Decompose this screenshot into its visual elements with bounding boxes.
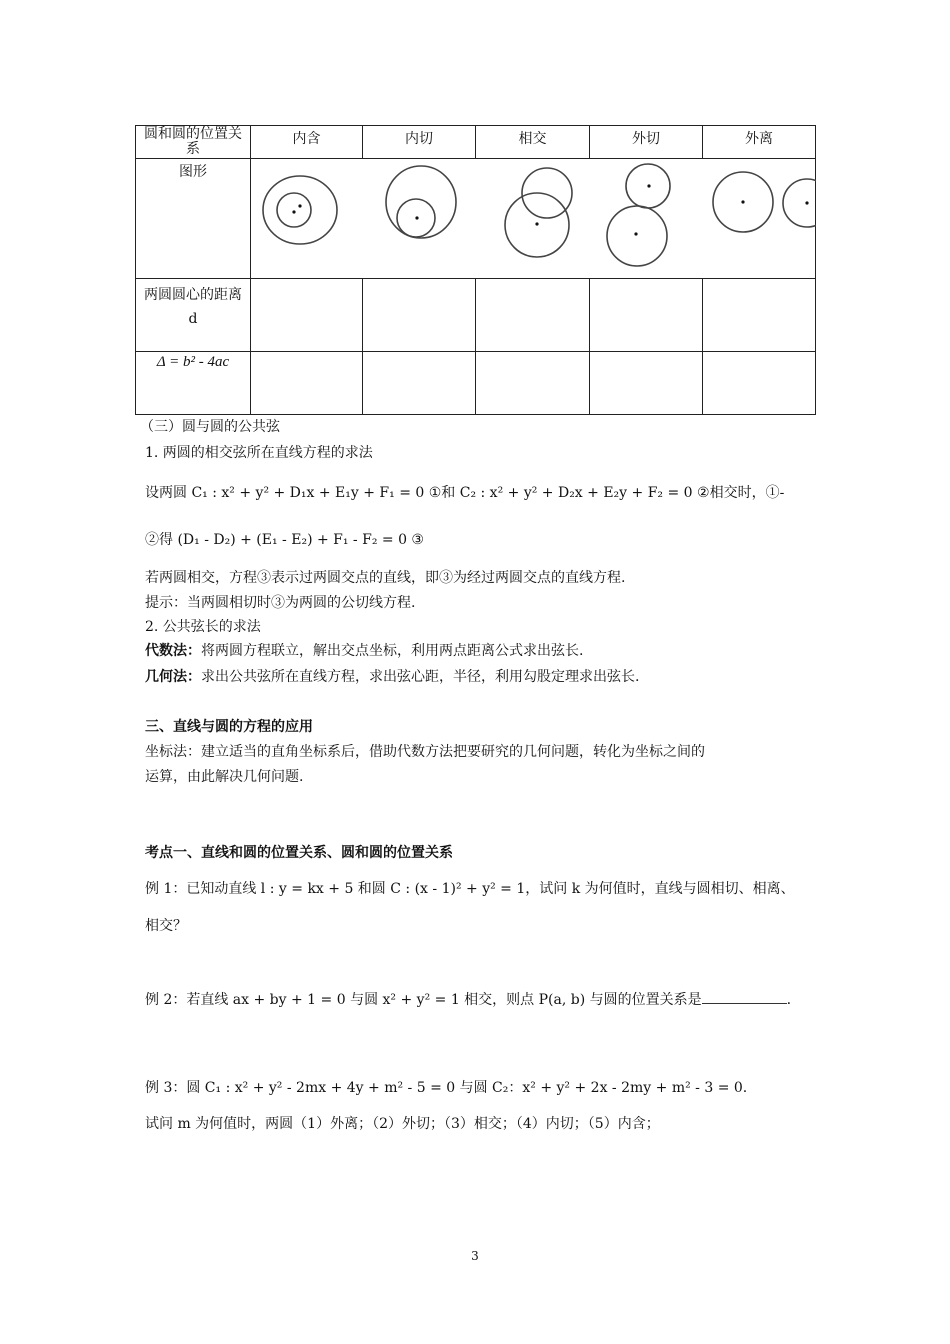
section-heading: （三）圆与圆的公共弦 bbox=[140, 419, 280, 435]
intersect-top-circle bbox=[522, 168, 572, 218]
internal-outer-circle bbox=[386, 166, 456, 238]
paragraph: 若两圆相交，方程③表示过两圆交点的直线，即③为经过两圆交点的直线方程. bbox=[145, 570, 626, 586]
contain-inner-circle bbox=[277, 193, 311, 227]
example-3-line2: 试问 m 为何值时，两圆（1）外离；（2）外切；（3）相交；（4）内切；（5）内含； bbox=[145, 1116, 660, 1132]
algebraic-method: 代数法：将两圆方程联立，解出交点坐标，利用两点距离公式求出弦长. bbox=[145, 643, 584, 659]
header-intersect: 相交 bbox=[476, 126, 590, 159]
header-relation: 圆和圆的位置关系 bbox=[136, 126, 251, 159]
item-1: 1. 两圆的相交弦所在直线方程的求法 bbox=[145, 445, 373, 461]
example-1-line2: 相交？ bbox=[145, 918, 187, 934]
circles-figure bbox=[251, 159, 816, 277]
tip: 提示：当两圆相切时③为两圆的公切线方程. bbox=[145, 595, 416, 611]
equation-line-2: ②得 (D₁ - D₂) + (E₁ - E₂) + F₁ - F₂ = 0 ③ bbox=[145, 532, 424, 548]
row-label-figure: 图形 bbox=[136, 159, 251, 279]
external-bottom-circle bbox=[607, 206, 667, 266]
geometric-method: 几何法：求出公共弦所在直线方程，求出弦心距，半径，利用勾股定理求出弦长. bbox=[145, 669, 640, 685]
part3-line2: 运算，由此解决几何问题. bbox=[145, 769, 304, 785]
header-external-tangent: 外切 bbox=[590, 126, 703, 159]
equation-line-1: 设两圆 C₁ : x² + y² + D₁x + E₁y + F₁ = 0 ①和 C₂ : x² + y² + D₂x + E₂y + F₂ = 0 ②相交时，①- bbox=[145, 485, 785, 501]
contain-outer-circle bbox=[263, 176, 337, 244]
separate-right-circle bbox=[783, 179, 816, 227]
header-separate: 外离 bbox=[703, 126, 816, 159]
row-label-discriminant: Δ = b² - 4ac bbox=[136, 352, 251, 415]
circle-relation-table bbox=[135, 125, 816, 415]
header-contain: 内含 bbox=[251, 126, 363, 159]
example-1-line1: 例 1：已知动直线 l : y = kx + 5 和圆 C : (x - 1)² + y² = 1，试问 k 为何值时，直线与圆相切、相离、 bbox=[145, 881, 795, 897]
example-2: 例 2：若直线 ax + by + 1 = 0 与圆 x² + y² = 1 相交，则点 P(a, b) 与圆的位置关系是 . bbox=[145, 992, 792, 1008]
header-internal-tangent: 内切 bbox=[363, 126, 476, 159]
item-2: 2. 公共弦长的求法 bbox=[145, 619, 261, 635]
part3-heading: 三、直线与圆的方程的应用 bbox=[145, 719, 313, 735]
page-number: 3 bbox=[471, 1249, 479, 1263]
figure-cell bbox=[251, 159, 816, 279]
part3-line1: 坐标法：建立适当的直角坐标系后，借助代数方法把要研究的几何问题，转化为坐标之间的 bbox=[145, 744, 705, 760]
example-3-line1: 例 3：圆 C₁ : x² + y² - 2mx + 4y + m² - 5 = 0 与圆 C₂：x² + y² + 2x - 2my + m² - 3 = 0. bbox=[145, 1080, 748, 1096]
kaodian-heading: 考点一、直线和圆的位置关系、圆和圆的位置关系 bbox=[145, 845, 453, 861]
row-label-distance: 两圆圆心的距离d bbox=[136, 279, 251, 352]
answer-blank bbox=[702, 1003, 787, 1004]
